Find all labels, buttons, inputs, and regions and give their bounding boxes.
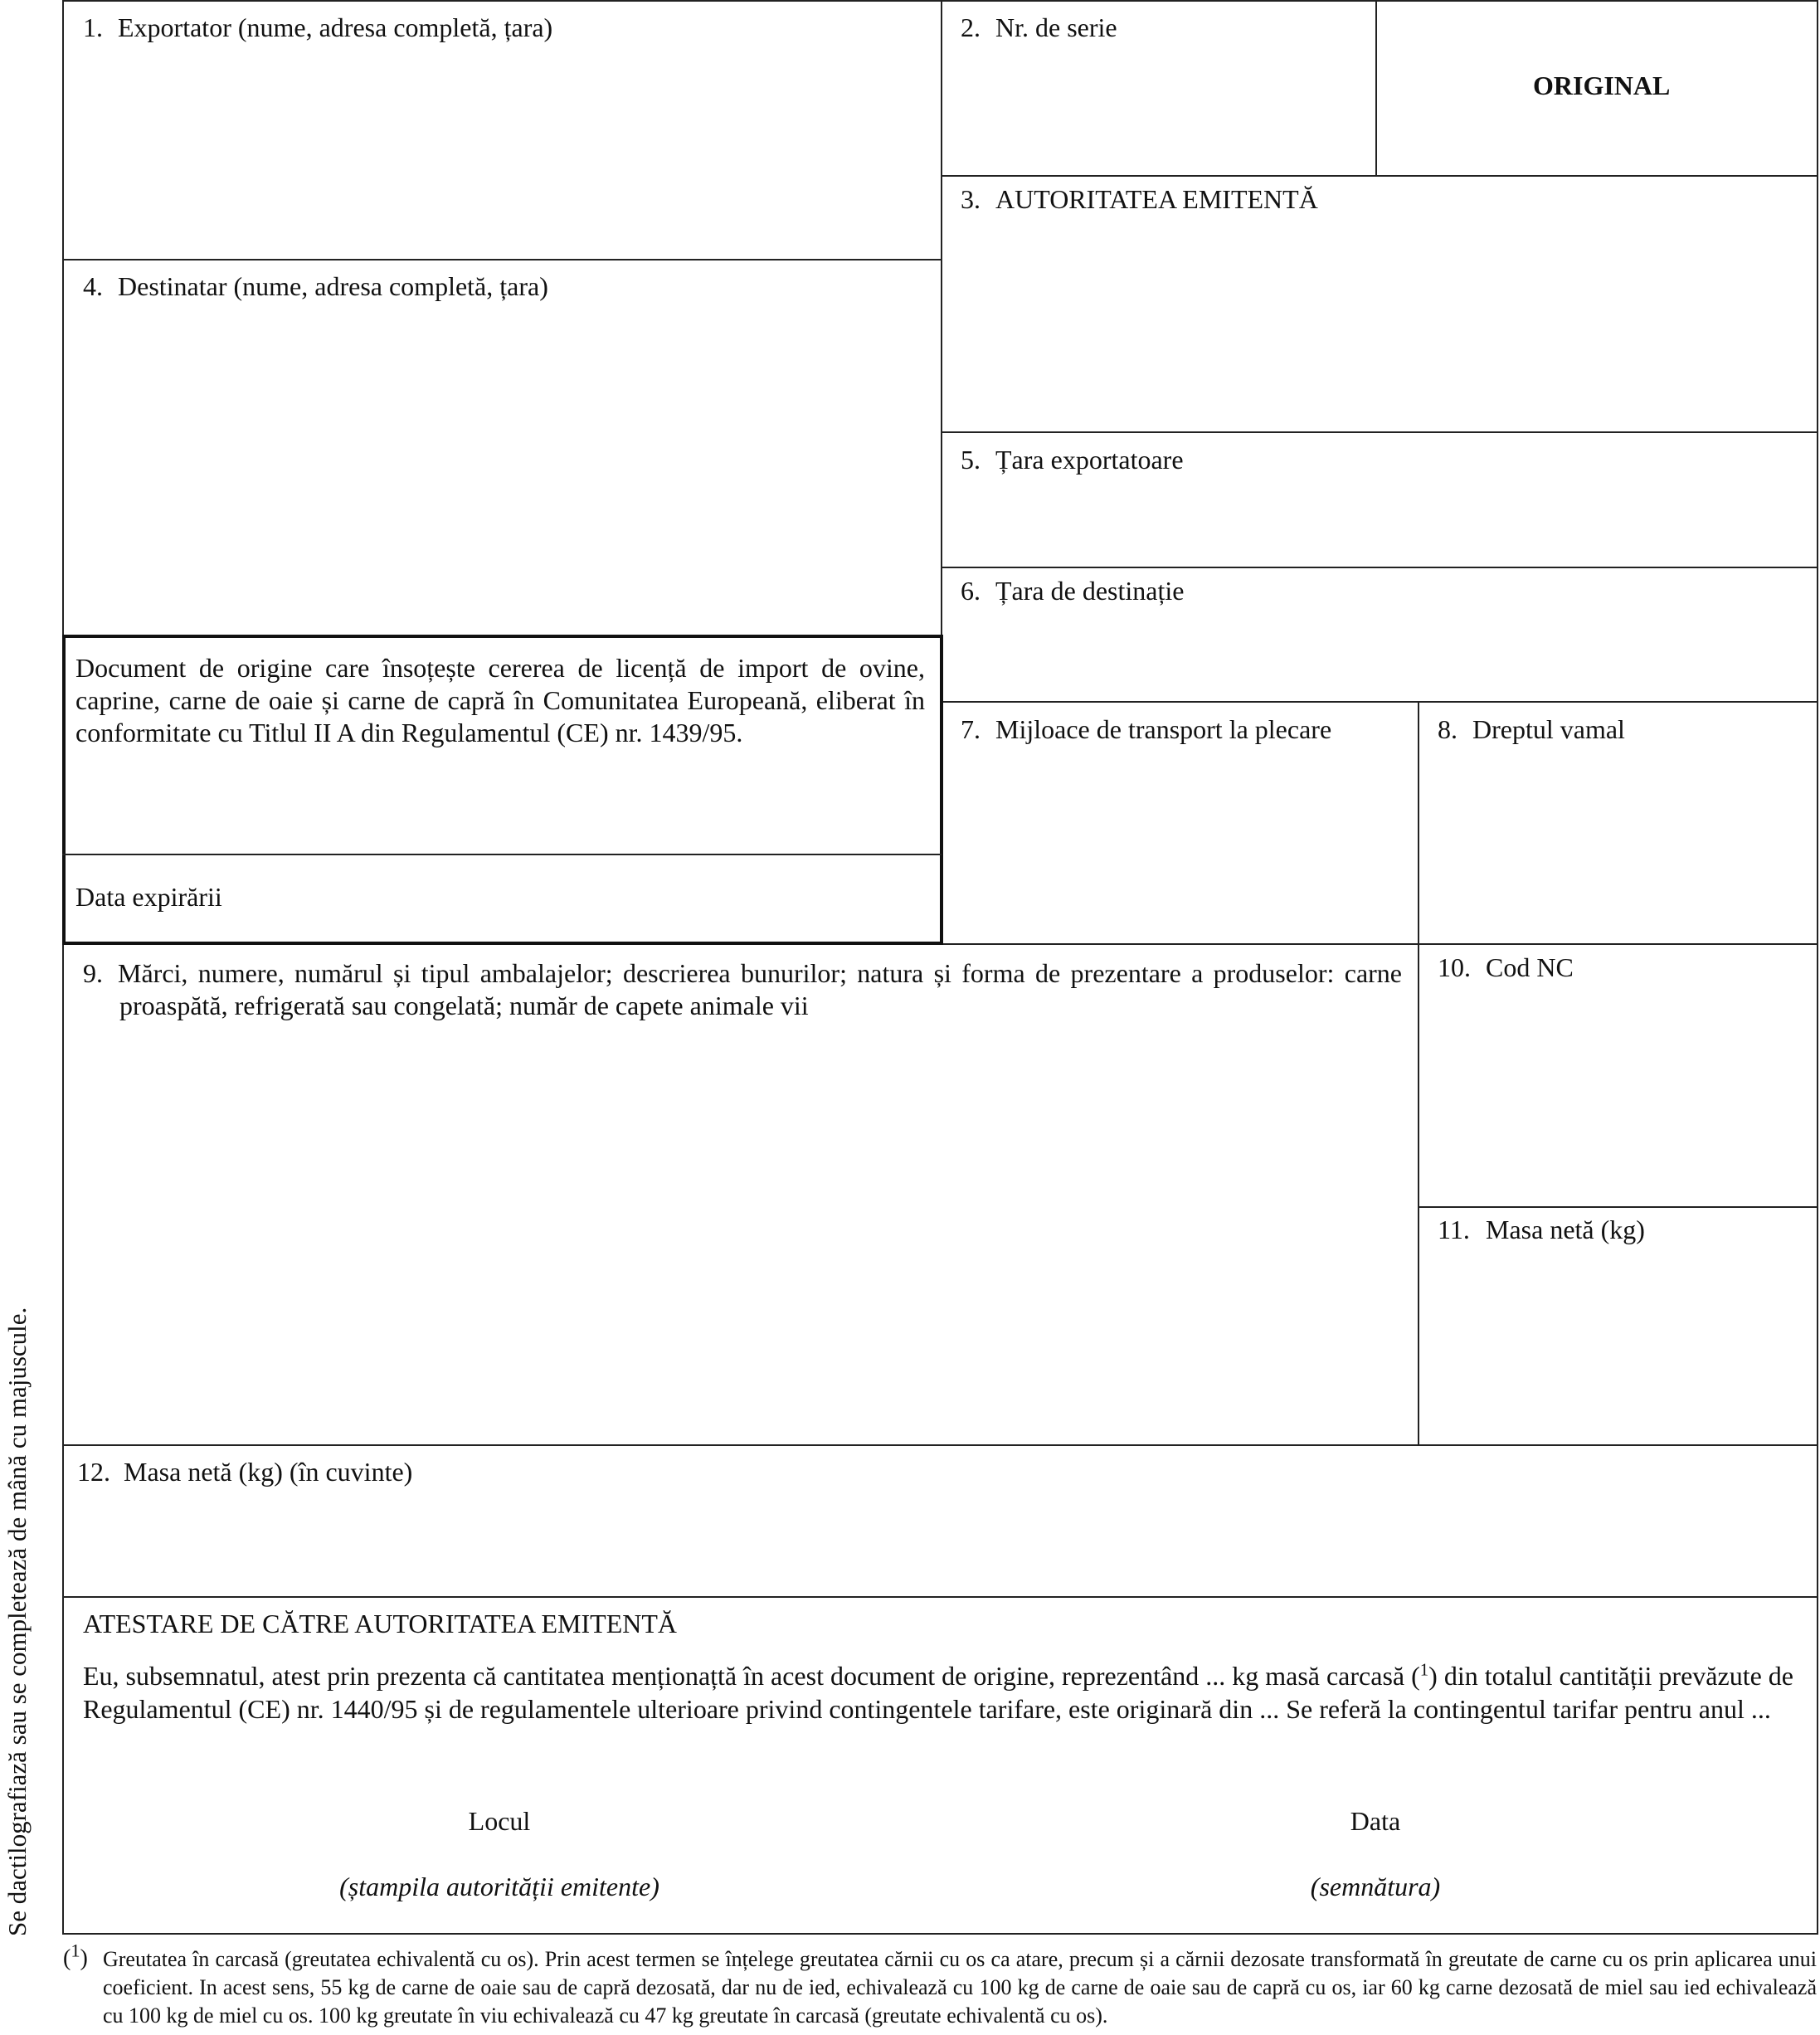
issuing-authority-label [961, 183, 1318, 216]
divider-under-goods [62, 1444, 1818, 1446]
attestation-text-before: Eu, subsemnatul, atest prin prezenta că cantitatea menționațtă în acest document de origine, reprezentând ... kg masă carcasă ( [83, 1661, 1420, 1691]
destination-country-label [961, 575, 1184, 607]
divider-under-mass-words [62, 1596, 1818, 1598]
goods-description-label [83, 957, 1402, 1022]
exporting-country-text: Țara exportatoare [995, 445, 1184, 475]
original-heading: ORIGINAL [1533, 71, 1671, 100]
document-note-text: Document de origine care însoțește cererea de licență de import de ovine, caprine, carne de oaie și carne de capră în Comunitatea Europeană, eliberat în conformitate cu Titlul II A din Regulamentul (CE) nr. 1439/95. [75, 653, 925, 747]
consignee-label [83, 270, 548, 303]
issuing-authority-number: 3. [961, 184, 981, 214]
divider-under-export-country [941, 567, 1818, 568]
cn-code-label [1438, 952, 1574, 984]
divider-under-destination-country [941, 701, 1818, 703]
issuing-authority-text: AUTORITATEA EMITENTĂ [995, 184, 1318, 214]
transport-means-number: 7. [961, 714, 981, 744]
footnote-text: Greutatea în carcasă (greutatea echivalentă cu os). Prin acest termen se înțelege greutatea cărnii cu os ca atare, precum și a cărnii dezosate transformată în greutate de carne cu os prin aplicarea unui coeficient. In acest sens, 55 kg de carne de oaie sau de capră dezosată, dar nu de ied, echivalează cu 100 kg de carne de oaie sau de capră cu os, iar 60 kg carne dezosată de miel sau ied echivalează cu 100 kg de miel cu os. 100 kg greutate în viu echivalează cu 47 kg greutate în carcasă (greutate echivalentă cu os). [103, 1947, 1817, 2028]
divider-under-serial [941, 175, 1818, 177]
divider-transport-duty [1418, 701, 1419, 1446]
net-mass-words-text: Masa netă (kg) (în cuvinte) [124, 1457, 413, 1487]
serial-number-text: Nr. de serie [995, 12, 1117, 42]
serial-number-number: 2. [961, 12, 981, 42]
place-label: Locul [468, 1806, 531, 1836]
signature-label: (semnătura) [1310, 1872, 1441, 1901]
destination-country-text: Țara de destinație [995, 576, 1185, 606]
consignee-number: 4. [83, 271, 103, 301]
date-label: Data [1350, 1806, 1401, 1836]
exporter-number: 1. [83, 12, 103, 42]
stamp-label: (ștampila autorității emitente) [339, 1872, 659, 1901]
expiry-date-label: Data expirării [75, 882, 222, 912]
net-mass-label [1438, 1214, 1645, 1246]
divider-serial-original [1375, 0, 1377, 176]
transport-means-label [961, 713, 1331, 746]
exporter-label [83, 12, 552, 44]
divider-under-cn-code [1418, 1206, 1818, 1208]
customs-duty-number: 8. [1438, 714, 1457, 744]
goods-description-text: Mărci, numere, numărul și tipul ambalajelor; descrierea bunurilor; natura și forma de prezentare a produselor: carne proaspătă, refrigerată sau congelată; număr de capete animale vii [118, 958, 1402, 1020]
customs-duty-text: Dreptul vamal [1472, 714, 1625, 744]
cn-code-text: Cod NC [1486, 952, 1574, 982]
consignee-text: Destinatar (nume, adresa completă, țara) [118, 271, 548, 301]
transport-means-text: Mijloace de transport la plecare [995, 714, 1332, 744]
customs-duty-label [1438, 713, 1625, 746]
exporting-country-number: 5. [961, 445, 981, 475]
serial-number-label [961, 12, 1117, 44]
goods-description-number: 9. [83, 958, 103, 988]
net-mass-text: Masa netă (kg) [1486, 1215, 1645, 1244]
attestation-title: ATESTARE DE CĂTRE AUTORITATEA EMITENTĂ [83, 1609, 678, 1638]
exporting-country-label [961, 444, 1184, 476]
cn-code-number: 10. [1438, 952, 1471, 982]
divider-under-authority [941, 431, 1818, 433]
footnote-marker-number: 1 [71, 1940, 80, 1961]
divider-under-transport [941, 943, 1818, 945]
divider-expiry [62, 854, 942, 855]
exporter-text: Exportator (nume, adresa completă, țara) [118, 12, 553, 42]
side-note: Se dactilografiază sau se completează de mână cu majuscule. [2, 1307, 32, 1936]
attestation-text-after: ) din totalul cantității prevăzute de Regulamentul (CE) nr. 1440/95 și de regulamentele ulterioare privind contingentele tarifare, este originară din ... Se referă la contingentul tarifar pentru anul ... [83, 1661, 1793, 1724]
net-mass-words-number: 12. [77, 1457, 110, 1487]
attestation-text [83, 1659, 1805, 1726]
net-mass-words-label [77, 1456, 412, 1488]
divider-under-exporter [62, 259, 941, 260]
destination-country-number: 6. [961, 576, 981, 606]
net-mass-number: 11. [1438, 1215, 1470, 1244]
attestation-footnote-ref: 1 [1419, 1660, 1429, 1680]
footnote-marker: ($^1$) [63, 1940, 88, 1971]
